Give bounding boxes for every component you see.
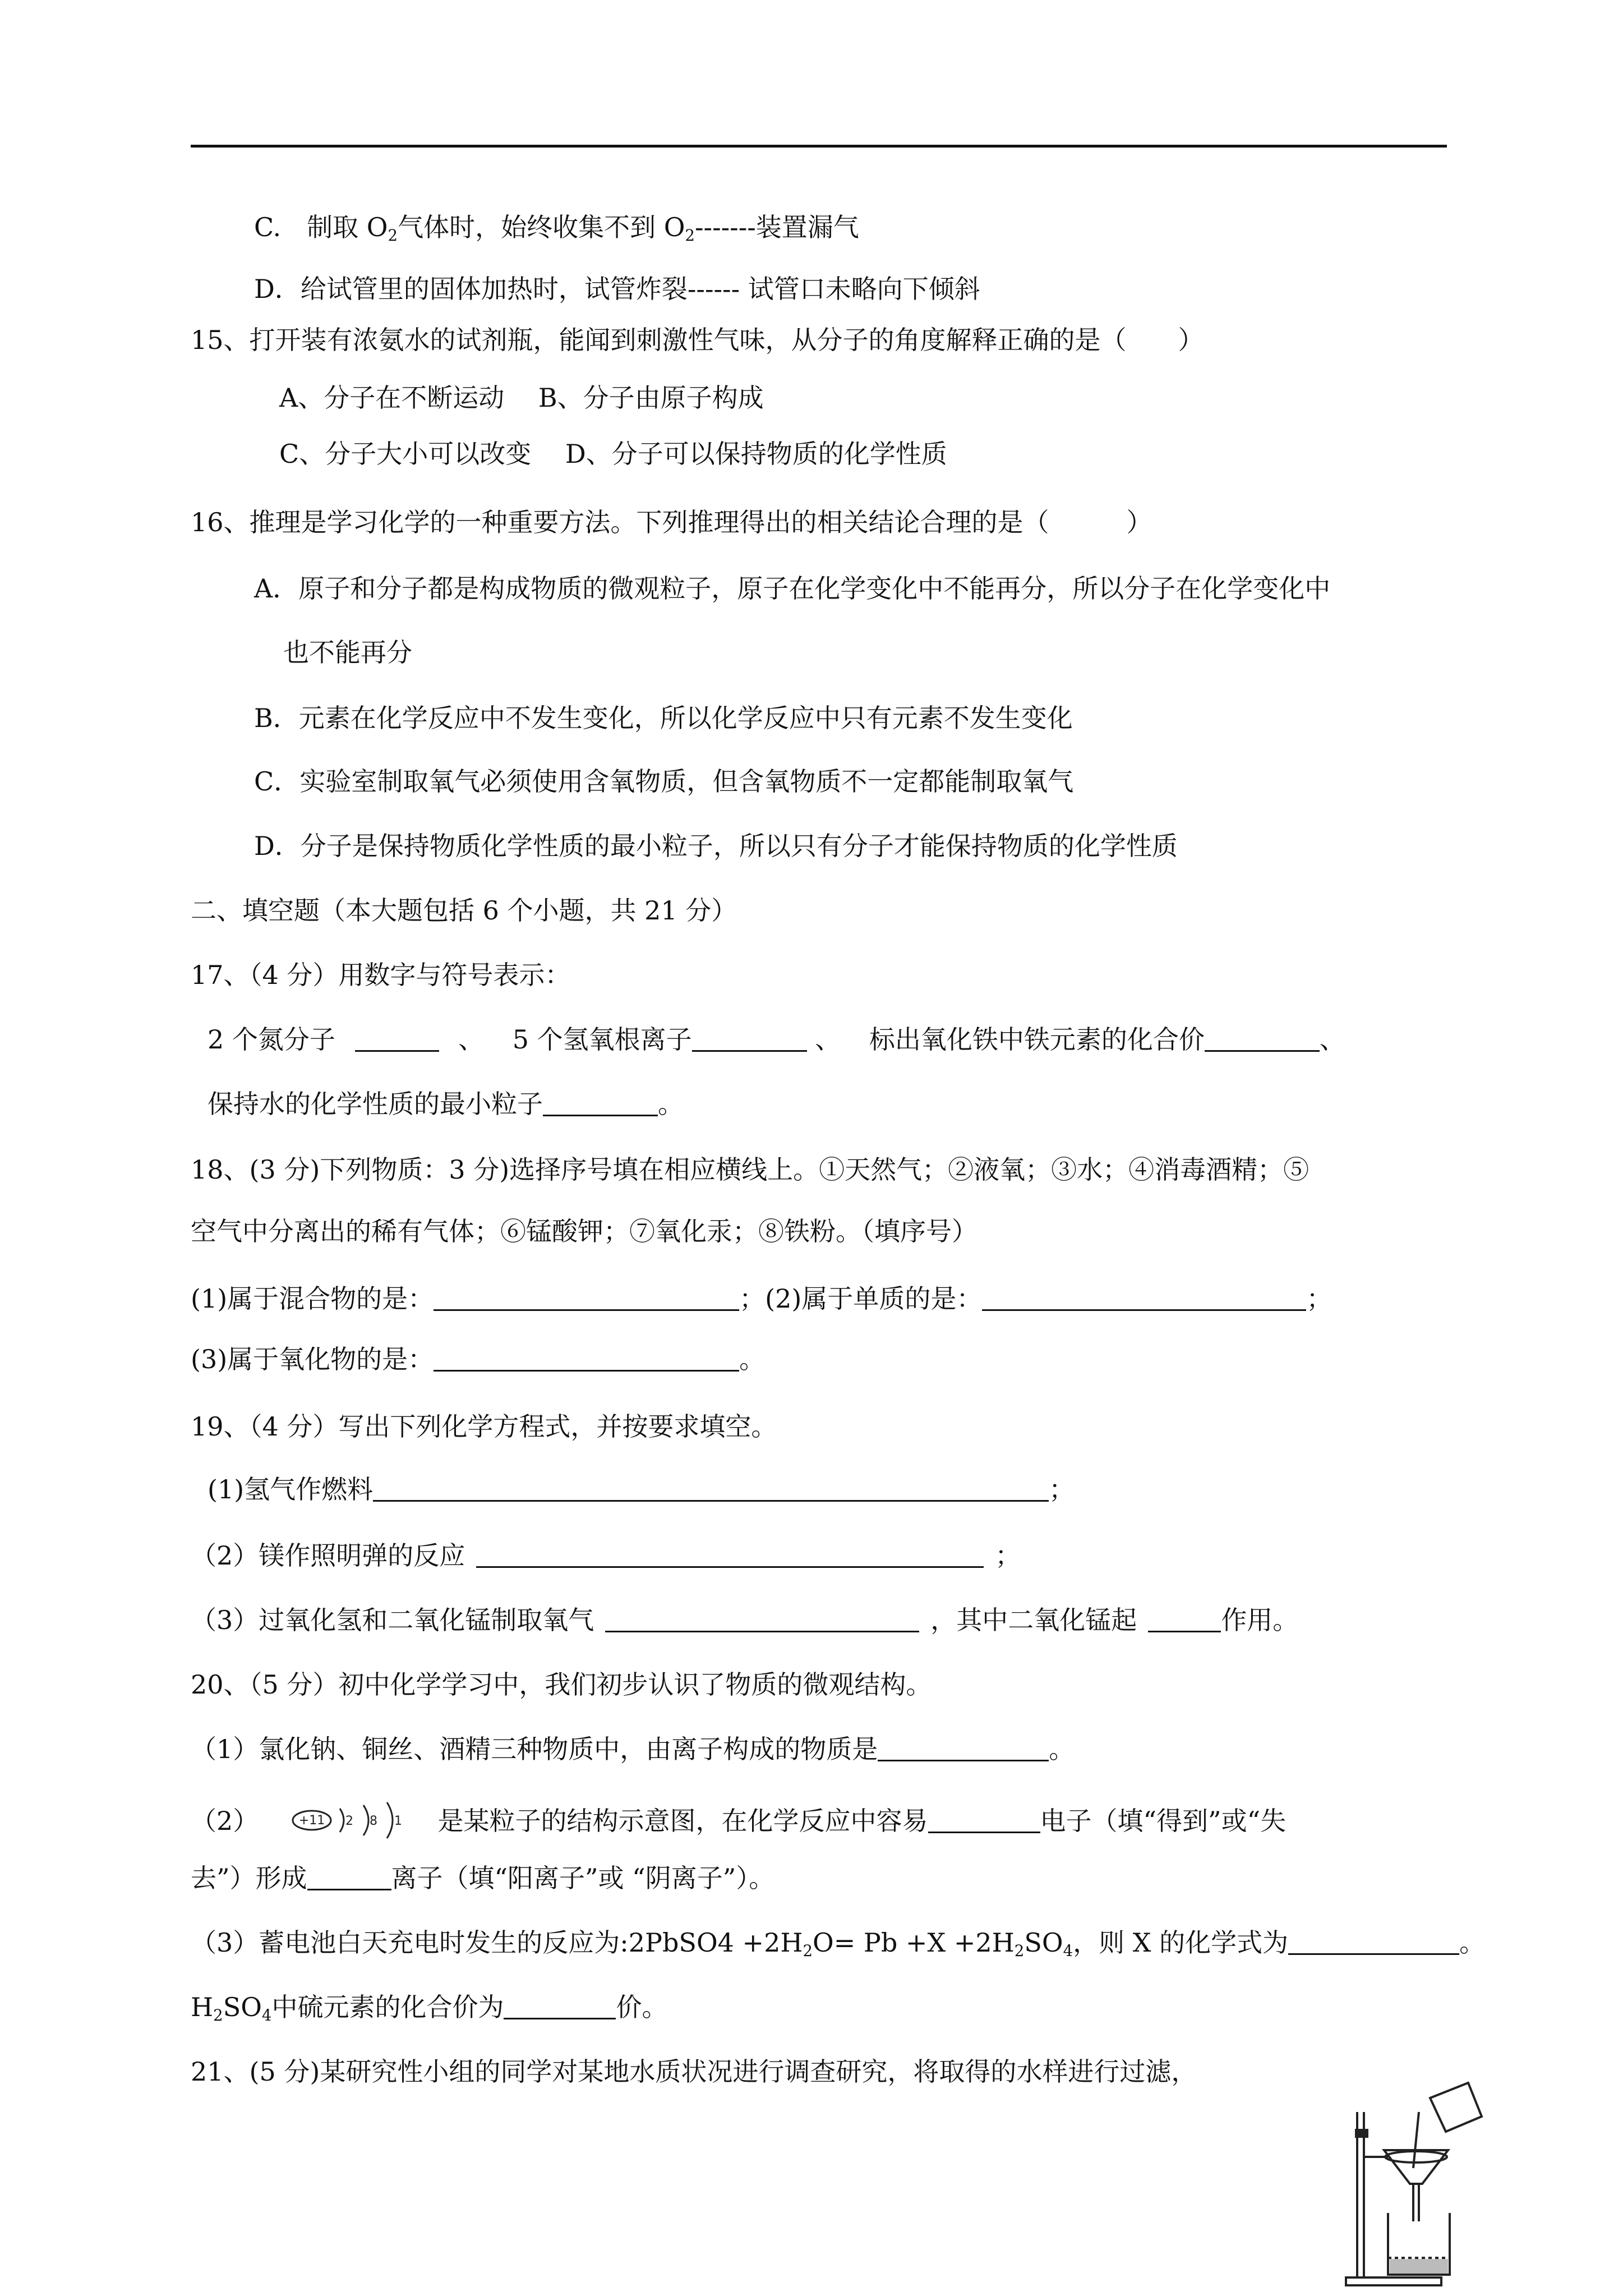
q16-option-b: B．元素在化学反应中不发生变化，所以化学反应中只有元素不发生变化: [254, 703, 1073, 733]
header-rule: [191, 145, 1447, 148]
atomic-structure-diagram: [289, 1801, 418, 1840]
q19-sub2: （2）镁作照明弹的反应 ；: [191, 1540, 1021, 1571]
q16-option-a-line1: A．原子和分子都是构成物质的微观粒子，原子在化学变化中不能再分，所以分子在化学变化中: [254, 573, 1331, 604]
q14-option-c: C. 制取 $O_2$气体时，始终收集不到 $O_2-------$装置漏气: [254, 212, 859, 245]
q16-option-d: D．分子是保持物质化学性质的最小粒子，所以只有分子才能保持物质的化学性质: [254, 831, 1178, 861]
q16-option-a-line2: 也不能再分: [283, 637, 412, 668]
q19-sub3: （3）过氧化氢和二氧化锰制取氧气 ，其中二氧化锰起 作用。: [191, 1605, 1299, 1635]
answer-blank[interactable]: [434, 1346, 739, 1372]
q14-option-d: D．给试管里的固体加热时，试管炸裂------ 试管口未略向下倾斜: [254, 274, 980, 304]
q18-sub3: (3)属于氧化物的是： 。: [191, 1344, 766, 1374]
q20-sub2-line1: （2） +11 2 8 1 是某粒子的结构示意图，在化学反应中容易 电子（填“得到”或“失: [191, 1801, 1286, 1840]
atom-shell-1-label: 2: [345, 1814, 353, 1828]
q19-sub1: (1)氢气作燃料 ；: [208, 1474, 1075, 1504]
atom-nucleus-label: +11: [298, 1814, 325, 1828]
section-title-fill-in: 二、填空题（本大题包括 6 个小题，共 21 分）: [191, 895, 737, 926]
q20-sub2-line2: 去”）形成 离子（填“阳离子”或 “阴离子”）。: [191, 1863, 775, 1893]
answer-blank[interactable]: [878, 1736, 1049, 1761]
q20-sub3: （3）蓄电池白天充电时发生的反应为:2PbSO4 $+2H_2O= Pb +X +2H_2SO_4$，则 X 的化学式为 。: [191, 1927, 1486, 1960]
answer-blank[interactable]: [373, 1476, 1049, 1502]
answer-blank[interactable]: [543, 1091, 658, 1116]
answer-blank[interactable]: [355, 1027, 439, 1052]
answer-blank[interactable]: [928, 1808, 1040, 1833]
q18-stem-line2: 空气中分离出的稀有气体；⑥锰酸钾；⑦氧化汞；⑧铁粉。（填序号）: [191, 1216, 978, 1246]
q16-option-c: C．实验室制取氧气必须使用含氧物质，但含氧物质不一定都能制取氧气: [254, 766, 1074, 797]
answer-blank[interactable]: [982, 1286, 1306, 1311]
q18-stem-line1: 18、(3 分)下列物质：3 分)选择序号填在相应横线上。①天然气；②液氧；③水；④消毒酒精；⑤: [191, 1154, 1310, 1185]
q15-stem: 15、打开装有浓氨水的试剂瓶，能闻到刺激性气味，从分子的角度解释正确的是（ ）: [191, 325, 1204, 355]
answer-blank[interactable]: [1148, 1607, 1221, 1632]
q20-stem: 20、（5 分）初中化学学习中，我们初步认识了物质的微观结构。: [191, 1669, 932, 1700]
q15-options-cd: C、分子大小可以改变 D、分子可以保持物质的化学性质: [279, 439, 947, 469]
answer-blank[interactable]: [1205, 1027, 1320, 1052]
answer-blank[interactable]: [476, 1543, 984, 1568]
q20-sub1: （1）氯化钠、铜丝、酒精三种物质中，由离子构成的物质是 。: [191, 1734, 1075, 1764]
q16-stem: 16、推理是学习化学的一种重要方法。下列推理得出的相关结论合理的是（ ）: [191, 507, 1152, 537]
answer-blank[interactable]: [434, 1286, 739, 1311]
q20-sub4: $H_2SO_4$中硫元素的化合价为 价。: [191, 1992, 668, 2024]
q17-line2: 保持水的化学性质的最小粒子 。: [208, 1089, 684, 1119]
q17-stem: 17、（4 分）用数字与符号表示：: [191, 960, 571, 990]
atom-shell-2-label: 8: [369, 1814, 377, 1828]
q19-stem: 19、（4 分）写出下列化学方程式，并按要求填空。: [191, 1411, 777, 1442]
answer-blank[interactable]: [605, 1607, 919, 1632]
q21-stem: 21、(5 分)某研究性小组的同学对某地水质状况进行调查研究，将取得的水样进行过滤，: [191, 2056, 1197, 2087]
q18-sub1-2: (1)属于混合物的是： ；(2)属于单质的是： ；: [191, 1283, 1332, 1314]
answer-blank[interactable]: [692, 1027, 807, 1052]
answer-blank[interactable]: [1288, 1930, 1459, 1955]
filtration-apparatus-illustration: [1335, 2078, 1503, 2292]
q17-line1: 2 个氮分子 、 5 个氢氧根离子 、 标出氧化铁中铁元素的化合价 、: [208, 1024, 1345, 1055]
answer-blank[interactable]: [307, 1865, 391, 1890]
atom-shell-3-label: 1: [394, 1814, 402, 1828]
q15-options-ab: A、分子在不断运动 B、分子由原子构成: [279, 383, 764, 413]
answer-blank[interactable]: [504, 1994, 616, 2019]
